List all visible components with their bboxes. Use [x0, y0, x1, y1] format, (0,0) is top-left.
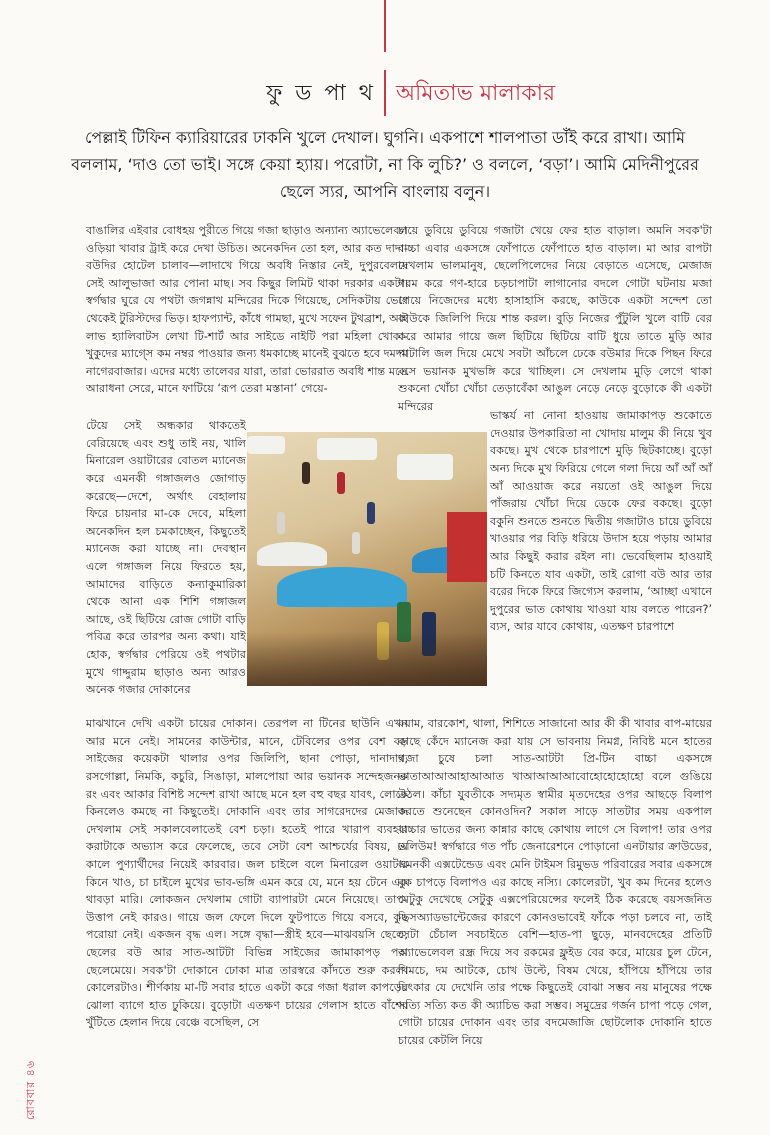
paragraph: চায়ে ডুবিয়ে ডুবিয়ে গজাটা খেয়ে ফের হাত বাড়াল। অমনি সবক'টা বাচ্চা এবার একসঙ্গে ফোঁপাতে ফোঁপাতে হাত বাড়াল। মা আর বাপটা দেখলাম ভালমানুষ, ছেলেপিলেদের নিয়ে বেড়াতে এসেছে, মেজাজ গরম করে গণ-হারে চড়চাপাটা লাগানোর বদলে গোটা ঘটনায় মজা পেয়ে নিজেদের মধ্যে হাসাহাসি করছে, কাউকে একটা সন্দেশ তো কাউকে জিলিপি দিয়ে শান্ত করল। বুড়ি নিজের পুঁটুলি খুলে বাটি বের করে আমার গায়ে জল ছিটিয়ে ছিটিয়ে বাটি ধুয়ে তাতে মুড়ি আর পাটালি জল দিয়ে মেখে সবটা আঁচলে ঢেকে বউমার দিকে পিছন ফিরে বসে ভয়ানক মুখভঙ্গি করে খাচ্ছিল। সে দেখলাম মুড়ি লেগে থাকা শুকনো খোঁচা খোঁচা তেড়াবেঁকা আঙুল নেড়ে নেড়ে বুড়োকে কী একটা মন্দিরের	[398, 224, 712, 413]
photo-figure	[302, 462, 310, 484]
column-1-bottom	[86, 704, 408, 1043]
photo-figure	[352, 532, 360, 554]
column-1-wrap	[86, 406, 246, 710]
column-2-top	[398, 222, 712, 416]
paragraph: মাঝখানে দেখি একটা চায়ের দোকান। তেরপল না টিনের ছাউনি এখন আর মনে নেই। সামনের কাউন্টার, মানে, টেবিলের ওপর বেশ বড় সাইজের কয়েকটা থালার ওপর জিলিপি, ছানা পোড়া, দানাদার, রসগোল্লা, নিমকি, কচুরি, সিঙাড়া, মালপোয়া আর ভয়ানক সন্দেহজনক রং এবং আকার বিশিষ্ট সন্দেশ রাখা আছে মনে হল বহু বছর যাবৎ, লোকে কিনলেও কমছে না কিছুতেই। দোকানি এবং তার সাগরেদদের মেজাজ দেখলাম সেই সকালবেলাতেই বেশ চড়া। হতেই পারে খারাপ ব্যবহার করাটাকে অভ্যাস করে ফেলেছে, তবে সেটা বেশ আশ্চর্যের বিষয়, যে কালে পুণ্যার্থীদের নিয়েই কারবার। জল চাইলে বলে মিনারেল ওয়াটার কিনে খাও, চা চাইলে মুখের ভাব-ভঙ্গি এমন করে যে, মনে হয় টেনে এক থাবড়া মারি। লোকজন দেখলাম গোটা ব্যাপারটা মেনে নিয়েছে। তাপ-উত্তাপ নেই কারও। গায়ে জল ফেলে দিলে ফুটপাতে গিয়ে বসবে, কুছ পরোয়া নেই। একজন বৃদ্ধ এল। সঙ্গে বৃদ্ধা—স্ত্রীই হবে—মাঝবয়সি ছেলে, ছেলের বউ আর সাত-আটটা বিভিন্ন সাইজের জামাকাপড় পরা ছেলেমেয়ে। সবক'টা দোকানে ঢোকা মাত্র তারস্বরে কাঁদতে শুরু করল। কোলেরটাও। শীর্ণকায় মা-টি সবার হাতে একটা করে গজা ধরাল কাপড়ের ঝোলা ব্যাগে হাত ঢুকিয়ে। বুড়োটা এতক্ষণ চায়ের গেলাস হাতে বাঁশের খুঁটিতে হেলান দিয়ে বেঞ্চে বসেছিল, সে	[86, 717, 408, 1030]
column-1-top	[86, 222, 408, 398]
photo-umbrella	[277, 567, 407, 607]
author-name: অমিতাভ মালাকার	[396, 81, 556, 106]
paragraph: বাঙালির এইবার বোধহয় পুরীতে গিয়ে গজা ছাড়াও অন্যান্য অ্যাভেলেবল ওড়িয়া খাবার ট্রাই করে দেখা উচিত। অনেকদিন তো হল, আর কত দাদা-বউদির হোটেল চালাব—লাদাখে গিয়ে অবধি নিস্তার নেই, দুপুরবেলায় সেই আলুভাজা আর পোনা মাছ। সব কিছুর লিমিট থাকা দরকার একটা। স্বর্গদ্বার ঘুরে যে পথটা জগন্নাথ মন্দিরের দিকে গিয়েছে, সেদিকটায় ভোর থেকেই টুরিস্টদের ভিড়। হাফপ্যান্ট, কাঁধে গামছা, মুখে সফেন টুথব্রাশ, আই লাভ হ্যালিবাটস লেখা টি-শার্ট আর সাইডে নাইটি পরা মহিলা খোকা-খুকুদের ম্যাগ্সে কম নম্বর পাওয়ার জন্য ধমকাচ্ছে মানেই বুঝতে হবে দমদম নাগেরবাজার। এদের মধ্যে তালেবর যারা, তারা ভোররাত অবধি শান্ত মতে আরাধনা সেরে, মানে ফাটিয়ে ‘রূপ তেরা মস্তানা’ গেয়ে-	[86, 224, 408, 396]
photo-car	[397, 454, 453, 480]
photo-figure	[367, 502, 375, 524]
photo-car	[247, 436, 285, 454]
column-2-bottom	[398, 704, 712, 1061]
paragraph: ভাস্কর্য না নোনা হাওয়ায় জামাকাপড় শুকোতে দেওয়ার উপকারিতা না খোদায় মালুম কী নিয়ে খুব বকছে। মুখ থেকে চারপাশে মুড়ি ছিটকাচ্ছে। বুড়ো অন্য দিকে মুখ ফিরিয়ে গেলে গলা দিয়ে আঁ আঁ আঁ আঁ আওয়াজ করে নয়তো ওই আঙুল দিয়ে পাঁজরায় খোঁচা দিয়ে ডেকে ফের বকছে। বুড়ো বকুনি শুনতে শুনতে দ্বিতীয় গজাটাও চায়ে ডুবিয়ে খাওয়ার পর বিড়ি ধরিয়ে উদাস হয়ে পড়ায় আমার আর কিছুই করার রইল না। ভেবেছিলাম হাওয়াই চটি কিনতে যাব একটা, তাই রোগা বউ আর তার বরের দিকে ফিরে জিগ্যেস করলাম, ‘আচ্ছা এখানে দুপুরের ভাত কোথায় খাওয়া যায় বলতে পারেন?’ ব্যস, আর যাবে কোথায়, এতক্ষণ চারপাশে	[490, 409, 712, 634]
photo-shop-banner	[447, 512, 487, 582]
paragraph: বয়াম, বারকোশ, থালা, শিশিতে সাজানো আর কী কী খাবার বাপ-মায়ের কাছে কেঁদে ম্যানেজ করা যায় সে ভাবনায় নিমগ্ন, নিবিষ্ট মনে হাতের গজা চুষে চলা সাত-আটটা প্রি-টিন বাচ্চা একসঙ্গে ভাতাআআআহাআআত খাআআআআবোহোহোহোহো বলে গুঙিয়ে উঠল। কাঁচা যুবতীকে সদ্যমৃত স্বামীর মৃতদেহের ওপর আছড়ে বিলাপ করতে শুনেছেন কোনওদিন? সকাল সাড়ে সাতটার সময় একপাল বাচ্চার ভাতের জন্য কান্নার কাছে কোথায় লাগে সে বিলাপ! তার ওপর ভলিউম! স্বর্গদ্বারে গত পাঁচ জেনারেশনে পোড়ানো এনটায়ার ক্রাউডের, এমনকী এক্সটেন্ডেড এবং মেনি টাইমস রিমুভড পরিবারের সবার একসঙ্গে বুক চাপড়ে বিলাপও এর কাছে নস্যি। কোলেরটা, খুব কম দিনের হলেও যেটুকু দেখেছে সেটুকু এক্সপেরিয়েন্সের ফলেই ঠিক করেছে বয়সজনিত ডিসঅ্যাডভান্টেজের কারণে কোনওভাবেই ফাঁকে পড়া চলবে না, তাই সেটা চেঁচাল সবচাইতে বেশি—হাত-পা ছুড়ে, মানবদেহের প্রতিটি অ্যাভেলেবল রন্ধ্র দিয়ে সব রকমের ফ্লুইড বের করে, মায়ের চুল টেনে, খিমচে, দম আটকে, চোখ উল্টে, বিষম খেয়ে, হাঁপিয়ে হাঁপিয়ে তার চিৎকার যে দেখেনি তার পক্ষে কিছুতেই বোঝা সম্ভব নয় মানুষের পক্ষে সত্যি সত্যি কত কী অ্যাচিভ করা সম্ভব। সমুদ্রের গর্জন চাপা পড়ে গেল, গোটা চায়ের দোকান এবং তার বদমেজাজি ছোটলোক দোকানি হাতে চায়ের কেটলি নিয়ে	[398, 717, 712, 1047]
standfirst: পেল্লাই টিফিন ক্যারিয়ারের ঢাকনি খুলে দেখাল। ঘুগনি। একপাশে শালপাতা ডাঁই করে রাখা। আমি বললাম, ‘দাও তো ভাই। সঙ্গে কেয়া হ্যায়। পরোটা, না কি লুচি?’ ও বললে, ‘বড়া’। আমি মেদিনীপুরের ছেলে স্যর, আপনি বাংলায় বলুন।	[71, 128, 699, 201]
photo-figure	[337, 472, 345, 494]
header-rule	[384, 70, 386, 116]
header-rule-top	[384, 0, 386, 52]
page-footer-sidebar: রোববার ৪৬	[24, 1060, 37, 1120]
photo-shadow	[247, 632, 487, 686]
photo-umbrella	[257, 542, 327, 566]
section-title: ফু ড পা থ	[266, 81, 376, 106]
photo-car	[317, 438, 377, 460]
photo-figure	[277, 512, 285, 534]
column-2-wrap	[490, 396, 712, 647]
paragraph: টেয়ে সেই অন্ধকার থাকতেই বেরিয়েছে এবং শুধু তাই নয়, খালি মিনারেল ওয়াটারের বোতল ম্যানেজ করে এমনকী গঙ্গাজলও জোগাড় করেছে—দেশে, অর্থাৎ বেহালায় ফিরে চায়নার মা-কে দেবে, মহিলা অনেকদিন হল চমকাচ্ছেন, কিছুতেই ম্যানেজ করা যাচ্ছে না। দেবস্থান এলে গঙ্গাজল নিয়ে ফিরতে হয়, আমাদের বাড়িতে কন্যাকুমারিকা থেকে আনা এক শিশি গঙ্গাজল আছে, ওই ছিটিয়ে রোজ গোটা বাড়ি পবিত্র করে তারপর অন্য কথা। যাই হোক, স্বর্গদ্বার পেরিয়ে ওই পথটার মুখে গাদ্দুরাম ছাড়াও অন্য আরও অনেক গজার দোকানের	[86, 419, 246, 697]
street-photo	[247, 432, 487, 686]
